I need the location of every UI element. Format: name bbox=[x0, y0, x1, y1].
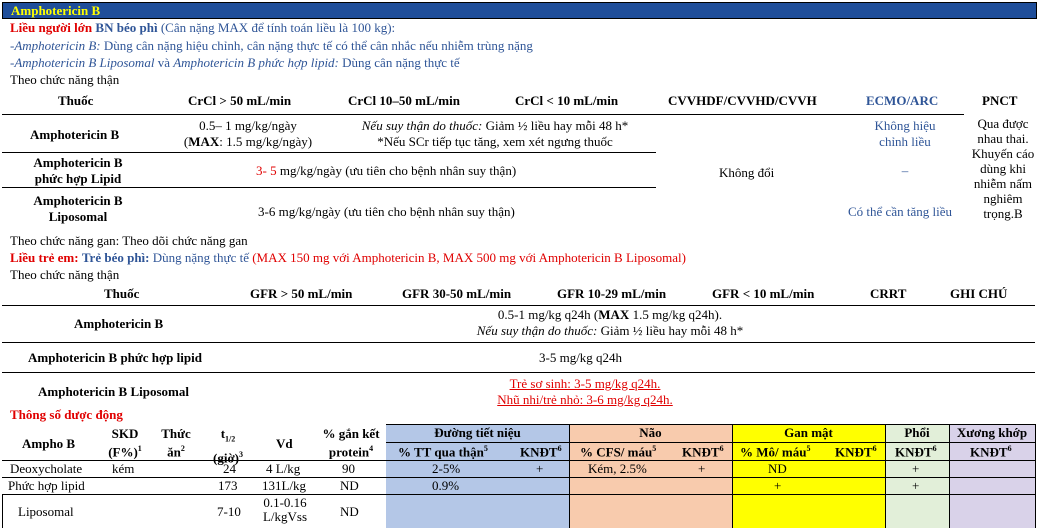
child-row3-drug: Amphotericin B Liposomal bbox=[38, 384, 189, 399]
divider bbox=[2, 152, 656, 153]
child-header-drug: Thuốc bbox=[104, 286, 140, 301]
pk-header-half-life bbox=[204, 426, 252, 465]
adult-hepatic: Theo chức năng gan: Theo dõi chức năng gan bbox=[10, 233, 248, 248]
pk-header-protein bbox=[316, 426, 386, 459]
t: t bbox=[220, 426, 226, 441]
page-title: Amphotericin B bbox=[11, 3, 101, 18]
pk-row-name: Phức hợp lipid bbox=[8, 478, 85, 493]
pnct-line: nghiêm bbox=[983, 191, 1023, 206]
adult-row1-mid-line1 bbox=[330, 118, 660, 134]
adult-line2-and: và bbox=[157, 55, 170, 70]
vd-line2: L/kgVss bbox=[262, 509, 308, 524]
pk-row-csf: Kém, 2.5% bbox=[588, 461, 647, 476]
pk-row-urine-kndt: + bbox=[536, 461, 544, 476]
sup: 6 bbox=[557, 444, 562, 453]
pk-row-urine: 2-5% bbox=[432, 461, 461, 476]
child-heading: Liều trẻ em: bbox=[10, 250, 79, 265]
pk-row-lung: + bbox=[912, 461, 920, 476]
pk-group-brain: Não bbox=[639, 425, 662, 440]
pb-2: protein bbox=[328, 444, 370, 460]
child-row2-drug: Amphotericin B phức hợp lipid bbox=[28, 350, 202, 365]
dose-italic: Nếu suy thận do thuốc: bbox=[476, 323, 598, 338]
divider bbox=[2, 187, 656, 188]
divider bbox=[2, 114, 964, 115]
sup: 5 bbox=[652, 444, 657, 453]
sup: 6 bbox=[719, 444, 724, 453]
adult-header-crcl10-50: CrCl 10–50 mL/min bbox=[348, 93, 460, 108]
child-row2-dose: 3-5 mg/kg q24h bbox=[539, 350, 623, 365]
child-header-gfr30-50: GFR 30-50 mL/min bbox=[402, 286, 512, 301]
pk-heading: Thông số dược động bbox=[10, 407, 123, 422]
sup: 5 bbox=[806, 444, 811, 453]
kndt: KNĐT bbox=[520, 444, 558, 460]
sup: 4 bbox=[369, 444, 374, 453]
skd-2: (F%) bbox=[108, 444, 138, 460]
child-header-crrt: CRRT bbox=[870, 286, 907, 301]
adult-row1-crcl50 bbox=[168, 118, 328, 150]
adult-renal-label: Theo chức năng thận bbox=[10, 72, 120, 87]
adult-line2-text: Dùng cân nặng thực tế bbox=[342, 55, 460, 70]
adult-row1-mid bbox=[330, 118, 660, 150]
pk-group-urine: Đường tiết niệu bbox=[434, 425, 521, 440]
dose-rest: mg/kg/ngày (ưu tiên cho bệnh nhân suy thận) bbox=[279, 163, 517, 178]
sub-urine-text: % TT qua thận bbox=[398, 444, 484, 460]
vd-line1: 0.1-0.16 bbox=[263, 495, 307, 510]
pnct-line: dùng khi bbox=[980, 161, 1026, 176]
adult-row2-dose bbox=[256, 163, 516, 179]
child-renal-label: Theo chức năng thận bbox=[10, 267, 120, 282]
divider bbox=[386, 442, 1035, 443]
pk-group-bone: Xương khớp bbox=[956, 425, 1028, 440]
pk-row-halflife: 24 bbox=[223, 461, 236, 476]
child-row1-line1 bbox=[380, 307, 840, 323]
divider bbox=[2, 342, 1035, 343]
pnct-line: nhiễm nấm bbox=[973, 176, 1033, 191]
adult-line1-drug: -Amphotericin B: bbox=[10, 38, 101, 53]
adult-heading: Liều người lớn bbox=[10, 20, 93, 35]
sup: 6 bbox=[1007, 444, 1012, 453]
paren: ( bbox=[183, 134, 189, 149]
adult-header-ecmo: ECMO/ARC bbox=[866, 93, 939, 108]
sub-bile-text: % Mô/ máu bbox=[740, 444, 807, 460]
child-obese-text: Dùng nặng thực tế bbox=[152, 250, 249, 265]
sup: 2 bbox=[180, 444, 185, 453]
ecmo-line2: chỉnh liều bbox=[879, 134, 931, 149]
sup: 1 bbox=[137, 444, 142, 453]
dose-b: 1.5 mg/kg q24h). bbox=[632, 307, 723, 322]
divider bbox=[2, 305, 1035, 306]
pk-row-vd bbox=[254, 496, 316, 524]
adult-line2-drug1: -Amphotericin B Liposomal bbox=[10, 55, 155, 70]
adult-row1-crcl50-line2 bbox=[168, 134, 328, 150]
adult-row2-ecmo: – bbox=[901, 163, 909, 178]
pk-row-protein: ND bbox=[340, 478, 359, 493]
pk-row-halflife: 7-10 bbox=[217, 504, 241, 519]
t-unit: (giờ) bbox=[213, 449, 239, 465]
adult-line2-drug2: Amphotericin B phức hợp lipid: bbox=[173, 55, 339, 70]
child-obese-max: (MAX 150 mg với Amphotericin B, MAX 500 mg với Amphotericin B Liposomal) bbox=[252, 250, 686, 265]
pk-row-halflife: 173 bbox=[218, 478, 238, 493]
child-header-gfr10: GFR < 10 mL/min bbox=[712, 286, 815, 301]
pk-sub-lung-kndt bbox=[895, 444, 937, 460]
sup: 3 bbox=[238, 449, 243, 459]
child-header-gfr10-29: GFR 10-29 mL/min bbox=[557, 286, 667, 301]
kndt: KNĐT bbox=[970, 444, 1008, 460]
pk-row-protein: ND bbox=[340, 504, 359, 519]
pk-group-lung: Phổi bbox=[904, 425, 930, 440]
pnct-line: Khuyến cáo bbox=[971, 146, 1035, 161]
child-heading-line bbox=[10, 250, 686, 266]
pk-sub-urine bbox=[398, 444, 488, 460]
dose-line2: Nhũ nhi/trẻ nhỏ: 3-6 mg/kg q24h. bbox=[497, 392, 673, 407]
pk-sub-csf bbox=[580, 444, 656, 460]
sub-csf-text: % CFS/ máu bbox=[580, 444, 653, 460]
pk-header-skd bbox=[100, 426, 150, 459]
pk-sub-bile-kndt bbox=[835, 444, 877, 460]
adult-row3-dose: 3-6 mg/kg/ngày (ưu tiên cho bệnh nhân suy thận) bbox=[258, 204, 515, 219]
dose-text: Giảm ½ liều hay mỗi 48 h* bbox=[600, 323, 744, 338]
pk-row-skd: kém bbox=[112, 461, 135, 476]
divider bbox=[2, 460, 1035, 461]
drug-line1: Amphotericin B bbox=[33, 155, 123, 170]
drug-line2: phức hợp Lipid bbox=[34, 171, 122, 186]
adult-line1 bbox=[10, 38, 533, 54]
adult-obese-note: (Cân nặng MAX để tính toán liều là 100 kg): bbox=[160, 20, 396, 35]
sup: 6 bbox=[932, 444, 937, 453]
kndt: KNĐT bbox=[835, 444, 873, 460]
adult-row1-drug: Amphotericin B bbox=[30, 127, 120, 142]
max-value: : 1.5 mg/kg/ngày) bbox=[219, 134, 313, 149]
adult-row1-ecmo bbox=[840, 118, 970, 150]
pk-sub-csf-kndt bbox=[682, 444, 724, 460]
ecmo-line1: Không hiệu bbox=[874, 118, 936, 133]
skd-1: SKD bbox=[111, 426, 139, 441]
dose-red: 3- 5 bbox=[256, 163, 277, 178]
adult-line1-text: Dùng cân nặng hiệu chỉnh, cân nặng thực tế có thể cân nhắc nếu nhiễm trùng nặng bbox=[103, 38, 533, 53]
max-label: MAX bbox=[598, 307, 630, 322]
drug-line1: Amphotericin B bbox=[33, 193, 123, 208]
child-row3-dose bbox=[440, 376, 730, 408]
kndt: KNĐT bbox=[682, 444, 720, 460]
pk-row-bile: ND bbox=[768, 461, 787, 476]
sup: 5 bbox=[483, 444, 488, 453]
adult-row2-drug bbox=[14, 155, 142, 187]
adult-line2 bbox=[10, 55, 460, 71]
pnct-line: nhau thai. bbox=[977, 131, 1029, 146]
pk-header-ampho: Ampho B bbox=[22, 436, 76, 451]
child-obese-label: Trẻ béo phì: bbox=[81, 250, 150, 265]
dose-a: 0.5-1 mg/kg q24h ( bbox=[497, 307, 599, 322]
sup: 6 bbox=[872, 444, 877, 453]
pk-sub-bile bbox=[740, 444, 810, 460]
child-row1-drug: Amphotericin B bbox=[74, 316, 164, 331]
kndt: KNĐT bbox=[895, 444, 933, 460]
adult-header-pnct: PNCT bbox=[982, 93, 1018, 108]
adult-header-crcl50: CrCl > 50 mL/min bbox=[188, 93, 292, 108]
adult-row3-ecmo: Có thể cần tăng liều bbox=[848, 204, 952, 219]
pk-sub-bone-kndt bbox=[970, 444, 1012, 460]
divider bbox=[1035, 424, 1036, 528]
pk-sub-urine-kndt bbox=[520, 444, 562, 460]
pnct-line: trọng.B bbox=[983, 206, 1023, 221]
adult-row3-drug bbox=[14, 193, 142, 225]
child-header-notes: GHI CHÚ bbox=[950, 286, 1008, 301]
divider bbox=[2, 494, 1035, 495]
adult-obese-label: BN béo phì bbox=[95, 20, 158, 35]
sub: 1/2 bbox=[225, 434, 236, 444]
drug-line2: Liposomal bbox=[48, 209, 108, 224]
adult-header-crrt: CVVHDF/CVVHD/CVVH bbox=[668, 93, 817, 108]
pk-row-name: Deoxycholate bbox=[10, 461, 83, 476]
divider bbox=[2, 494, 3, 528]
child-row1-dose bbox=[380, 307, 840, 339]
pk-group-liver: Gan mật bbox=[784, 425, 833, 440]
adult-crrt-value: Không đổi bbox=[719, 165, 775, 180]
pb-1: % gắn kết bbox=[322, 426, 380, 441]
pk-row-bile: + bbox=[774, 478, 782, 493]
child-header-gfr50: GFR > 50 mL/min bbox=[250, 286, 353, 301]
adult-pnct bbox=[965, 116, 1040, 221]
pk-row-vd: 4 L/kg bbox=[266, 461, 301, 476]
pk-row-protein: 90 bbox=[342, 461, 355, 476]
adult-row1-mid-line2: *Nếu SCr tiếp tục tăng, xem xét ngưng thuốc bbox=[377, 134, 613, 149]
adult-row1-crcl50-line1: 0.5– 1 mg/kg/ngày bbox=[199, 118, 297, 133]
child-row1-line2 bbox=[380, 323, 840, 339]
mid-italic: Nếu suy thận do thuốc: bbox=[361, 118, 483, 133]
mid-text: Giảm ½ liều hay mỗi 48 h* bbox=[485, 118, 629, 133]
divider bbox=[2, 372, 1035, 373]
title-bar bbox=[2, 2, 1037, 19]
pk-header-food bbox=[154, 426, 198, 459]
adult-header-drug: Thuốc bbox=[58, 93, 94, 108]
pk-row-lung: + bbox=[912, 478, 920, 493]
adult-header-crcl10: CrCl < 10 mL/min bbox=[515, 93, 619, 108]
max-label: MAX bbox=[188, 134, 220, 149]
food-2: ăn bbox=[167, 444, 181, 460]
adult-heading-line bbox=[10, 20, 395, 36]
pk-row-vd: 131L/kg bbox=[262, 478, 307, 493]
pk-row-name: Liposomal bbox=[18, 504, 74, 519]
dose-line1: Trẻ sơ sinh: 3-5 mg/kg q24h. bbox=[509, 376, 661, 391]
pnct-line: Qua được bbox=[977, 116, 1029, 131]
divider bbox=[2, 477, 1035, 478]
pk-row-csf-kndt: + bbox=[698, 461, 706, 476]
food-1: Thức bbox=[161, 426, 191, 441]
pk-header-vd: Vd bbox=[276, 436, 293, 451]
pk-row-urine: 0.9% bbox=[432, 478, 460, 493]
